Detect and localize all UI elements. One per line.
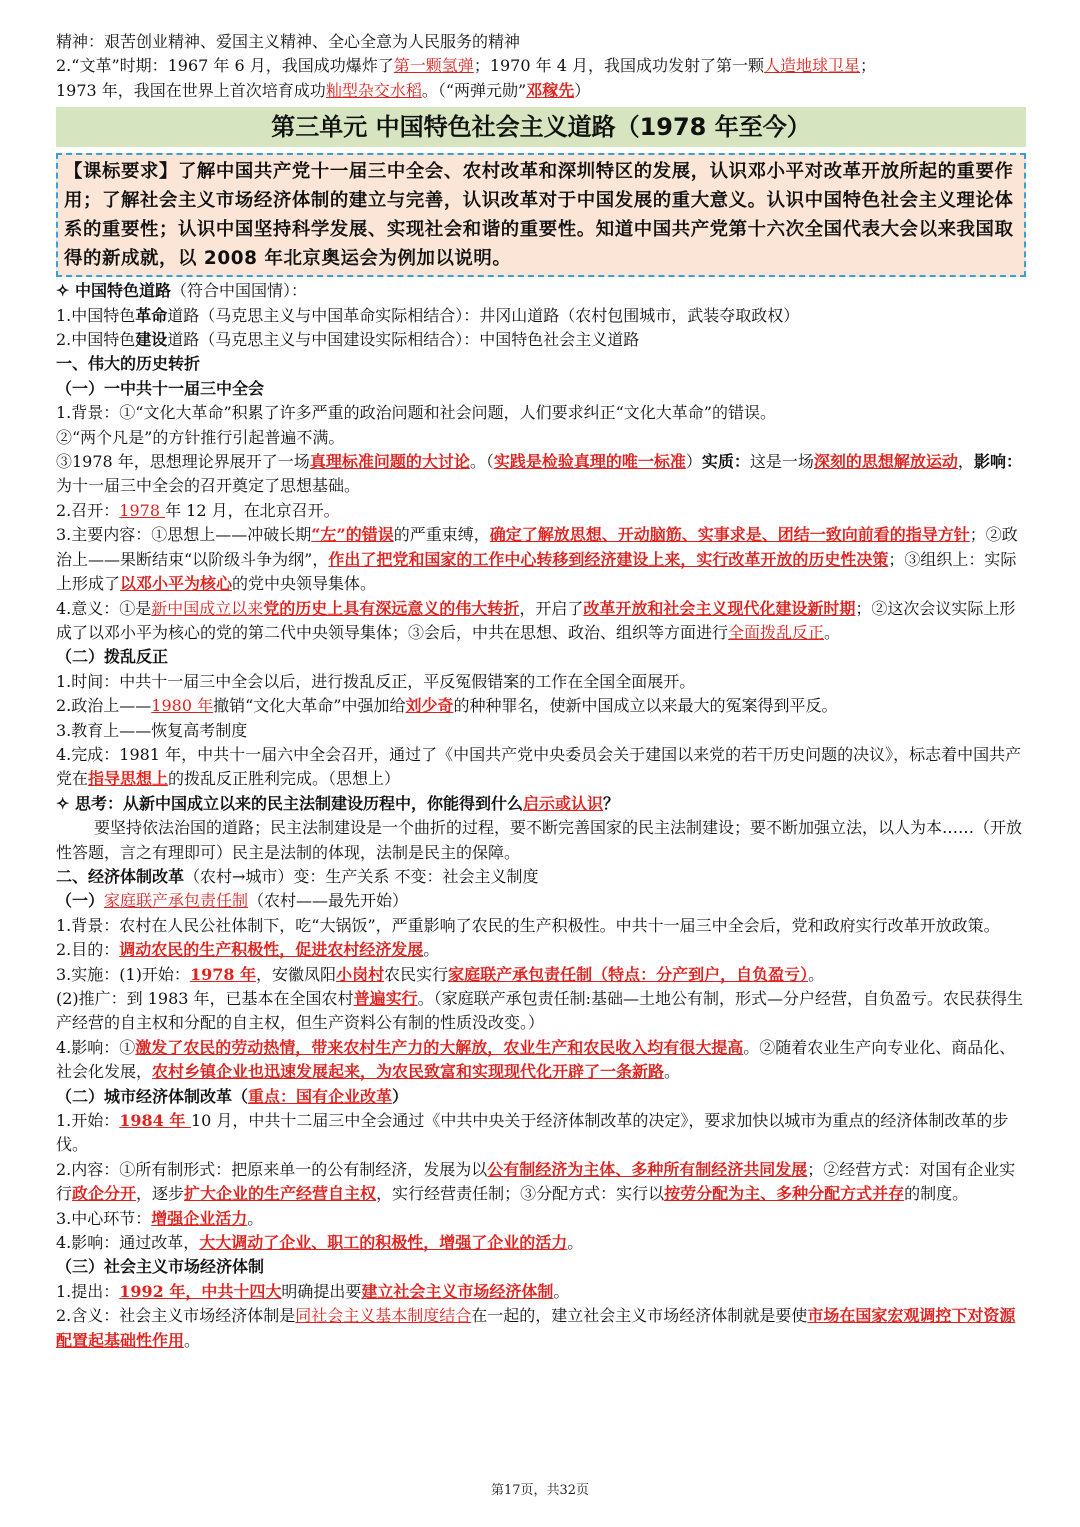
urban-core: 3.中心环节：增强企业活力。 [56,1208,264,1228]
rectify-politics: 2.政治上——1980 年撤销“文化大革命”中强加给刘少奇的种种罪名，使新中国成立以来最大的冤案得到平反。 [56,696,838,716]
subsection-2-1: （一）家庭联产承包责任制（农村——最先开始） [56,891,409,911]
urban-effect: 4.影响：通过改革，大大调动了企业、职工的积极性，增强了企业的活力。 [56,1233,584,1253]
subsection-1-2: （二）拨乱反正 [56,647,169,667]
rural-effect: 4.影响：①激发了农民的劳动热情，带来农村生产力的大解放，农业生产和农民收入均有很大提高。②随着农业生产向专业化、商品化、社会化发展，农村乡镇企业也迅速发展起来，为农民致富和实现现代化开辟了一条新路。 [56,1037,1016,1082]
subsection-2-2: （二）城市经济体制改革（重点：国有企业改革） [56,1086,409,1106]
road-line-1: 1.中国特色革命道路（马克思主义与中国革命实际相结合）：井冈山道路（农村包围城市，武装夺取政权） [56,305,800,325]
main-content: 3.主要内容：①思想上——冲破长期“左”的错误的严重束缚，确定了解放思想、开动脑筋、实事求是、团结一致向前看的指导方针；②政治上——果断结束“以阶级斗争为纲”，作出了把党和国家的工作中心转移到经济建设上来，实行改革开放的历史性决策；③组织上：实际上形成了以邓小平为核心的党中央领导集体。 [56,525,1018,594]
rectify-education: 3.教育上——恢复高考制度 [56,720,248,740]
market-proposed: 1.提出：1992 年，中共十四大明确提出要建立社会主义市场经济体制。 [56,1281,570,1301]
road-line-2: 2.中国特色建设道路（马克思主义与中国建设实际相结合）：中国特色社会主义道路 [56,330,640,350]
section-2-title: 二、经济体制改革（农村→城市）变：生产关系 不变：社会主义制度 [56,866,539,886]
market-meaning: 2.含义：社会主义市场经济体制是同社会主义基本制度结合在一起的，建立社会主义市场经济体制就是要使市场在国家宏观调控下对资源配置起基础性作用。 [56,1306,1016,1350]
page-number: 第17页，共32页 [490,1483,590,1498]
subsection-1-1: （一）一中共十一届三中全会 [56,378,265,398]
significance: 4.意义：①是新中国成立以来党的历史上具有深远意义的伟大转折，开启了改革开放和社会主义现代化建设新时期；②这次会议实际上形成了以邓小平为核心的党的第二代中央领导集体；③会后，中共在思想、政治、组织等方面进行全面拨乱反正。 [56,598,1016,642]
rural-implement-spread: (2)推广：到 1983 年，已基本在全国农村普遍实行。（家庭联产承包责任制:基础—土地公有制，形式—分户经营，自负盈亏。农民获得生产经营的自主权和分配的自主权，但生产资料公有制的性质没改变。） [56,989,1023,1033]
rural-implement-start: 3.实施：(1)开始：1978 年，安徽凤阳小岗村农民实行家庭联产承包责任制（特点：分产到户，自负盈亏）。 [56,964,825,984]
session-opened: 2.召开：1978 年 12 月，在北京召开。 [56,500,340,520]
rural-background: 1.背景：农村在人民公社体制下，吃“大锅饭”，严重影响了农民的生产积极性。中共十一届三中全会后，党和政府实行改革开放政策。 [56,915,1000,935]
background-3: ③1978 年，思想理论界展开了一场真理标准问题的大讨论。（实践是检验真理的唯一标准）实质：这是一场深刻的思想解放运动，影响：为十一届三中全会的召开奠定了思想基础。 [56,452,1022,496]
think-question: ✧ 思考：从新中国成立以来的民主法制建设历程中，你能得到什么启示或认识？ [56,793,620,813]
curriculum-requirement: 【课标要求】了解中国共产党十一届三中全会、农村改革和深圳特区的发展，认识邓小平对改革开放所起的重要作用；了解社会主义市场经济体制的建立与完善，认识改革对于中国发展的重大意义。认识中国特色社会主义理论体系的重要性；认识中国坚持科学发展、实现社会和谐的重要性。知道中国共产党第十六次全国代表大会以来我国取得的新成就，以 2008 年北京奥运会为例加以说明。 [56,153,1026,277]
rural-aim: 2.目的：调动农民的生产积极性，促进农村经济发展。 [56,940,440,960]
urban-content: 2.内容：①所有制形式：把原来单一的公有制经济，发展为以公有制经济为主体、多种所有制经济共同发展；②经营方式：对国有企业实行政企分开，逐步扩大企业的生产经营自主权，实行经营责任制；③分配方式：实行以按劳分配为主、多种分配方式并存的制度。 [56,1159,1016,1204]
section-1-title: 一、伟大的历史转折 [56,354,201,374]
rectify-complete: 4.完成：1981 年，中共十一届六中全会召开，通过了《中国共产党中央委员会关于建国以来党的若干历史问题的决议》，标志着中国共产党在指导思想上的拨乱反正胜利完成。（思想上） [56,744,1022,789]
rice-line: 1973 年，我国在世界上首次培育成功籼型杂交水稻。（“两弹元勋”邓稼先） [56,80,591,100]
road-title: ✧ 中国特色道路（符合中国国情）： [56,281,307,301]
urban-start: 1.开始：1984 年 10 月，中共十二届三中全会通过《中共中央关于经济体制改革的决定》，要求加快以城市为重点的经济体制改革的步伐。 [56,1111,1009,1155]
subsection-2-3: （三）社会主义市场经济体制 [56,1257,265,1277]
document-page [56,30,1026,1353]
rectify-time: 1.时间：中共十一届三中全会以后，进行拨乱反正，平反冤假错案的工作在全国全面展开。 [56,671,696,691]
cultural-revolution-line: 2.“文革”时期：1967 年 6 月，我国成功爆炸了第一颗氢弹；1970 年 4 月，我国成功发射了第一颗人造地球卫星； [56,56,877,76]
unit-title: 第三单元 中国特色社会主义道路（1978 年至今） [56,107,1026,147]
spirit-line: 精神：艰苦创业精神、爱国主义精神、全心全意为人民服务的精神 [56,32,521,51]
think-answer: 要坚持依法治国的道路；民主法制建设是一个曲折的过程，要不断完善国家的民主法制建设；要不断加强立法，以人为本……（开放性答题，言之有理即可）民主是法制的体现，法制是民主的保障。 [56,818,1023,862]
background-1: 1.背景：①“文化大革命”积累了许多严重的政治问题和社会问题，人们要求纠正“文化大革命”的错误。 [56,403,776,423]
background-2: ②“两个凡是”的方针推行引起普遍不满。 [56,427,345,447]
